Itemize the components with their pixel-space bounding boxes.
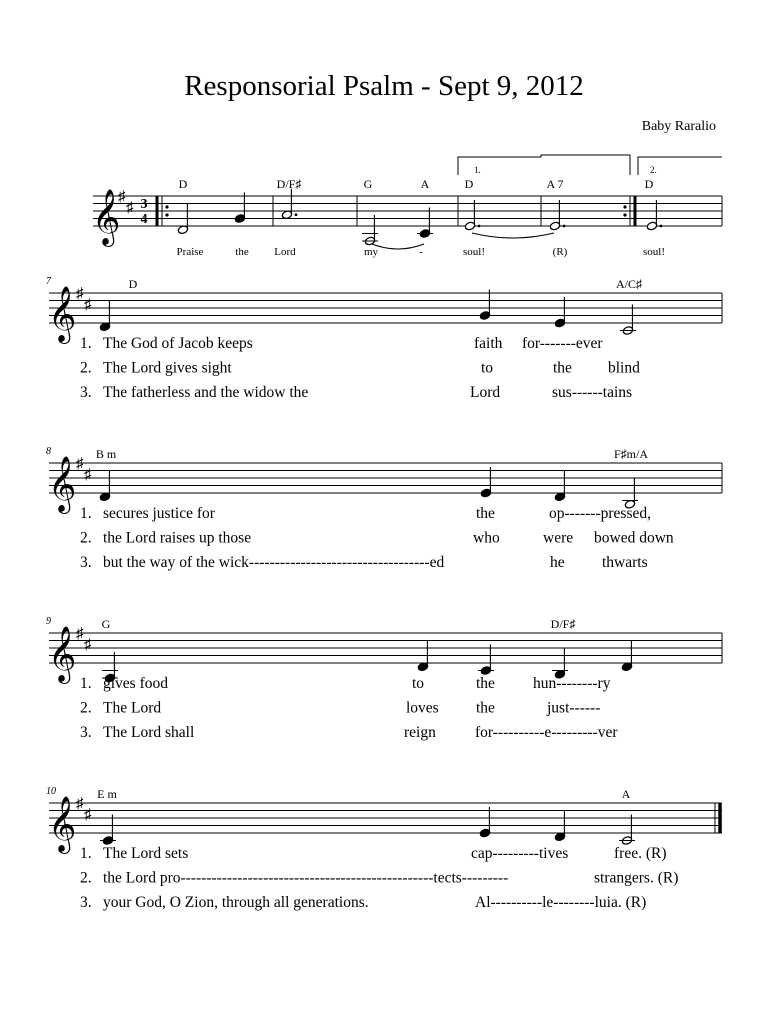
sharp-icon: ♯ xyxy=(84,637,92,653)
verse-lyric: the Lord raises up those xyxy=(103,529,252,547)
dot xyxy=(295,213,298,216)
sharp-icon: ♯ xyxy=(126,200,134,216)
chord-symbol: G xyxy=(101,617,111,631)
note xyxy=(177,204,188,235)
note xyxy=(100,815,116,846)
verse-lyric: cap---------tives xyxy=(471,845,569,862)
tie-slur xyxy=(372,244,424,249)
verse-number: 3. xyxy=(80,554,92,571)
verse-lyric: free. (R) xyxy=(614,845,667,862)
chord-symbol: D xyxy=(178,177,188,191)
repeat-dot xyxy=(165,205,168,208)
verse-lyric: the xyxy=(476,699,495,717)
verse-lyric: bowed down xyxy=(594,529,674,547)
sharp-icon: ♯ xyxy=(76,456,84,472)
note xyxy=(646,200,662,231)
verse-number: 1. xyxy=(80,335,92,352)
chord-symbol: A xyxy=(621,787,631,801)
note xyxy=(234,193,245,224)
sharp-icon: ♯ xyxy=(76,626,84,642)
treble-clef-icon: 𝄞 xyxy=(48,458,77,511)
verse-lyric: The God of Jacob keeps xyxy=(103,335,253,352)
sharp-icon: ♯ xyxy=(84,807,92,823)
sharp-icon: ♯ xyxy=(84,297,92,313)
verse-lyric: blind xyxy=(608,359,640,377)
chord-symbol: D xyxy=(128,277,138,291)
lyric-syllable: soul! xyxy=(643,246,665,258)
verse-number: 2. xyxy=(80,359,92,377)
measure-number: 7 xyxy=(46,276,51,287)
chord-symbol: E m xyxy=(97,787,117,801)
repeat-dot xyxy=(165,213,168,216)
verse-number: 1. xyxy=(80,505,92,522)
staff-lines xyxy=(49,633,722,663)
note xyxy=(480,467,491,498)
verse-number: 1. xyxy=(80,675,92,692)
note xyxy=(99,301,110,332)
chord-symbol: A/C♯ xyxy=(615,277,643,291)
verse-lyric: who xyxy=(473,529,500,547)
verse-lyric: hun--------ry xyxy=(533,675,611,692)
verse-lyric: The Lord sets xyxy=(103,845,189,862)
repeat-dot xyxy=(623,213,626,216)
treble-clef-icon: 𝄞 xyxy=(92,191,121,244)
chord-symbol: A 7 xyxy=(546,177,564,191)
note xyxy=(417,641,428,672)
dot xyxy=(563,225,566,228)
verse-lyric: were xyxy=(543,529,574,547)
verse-lyric: faith xyxy=(474,335,503,352)
verse-lyric: reign xyxy=(404,724,436,741)
lyric-syllable: the xyxy=(235,246,249,258)
tie-slur xyxy=(472,233,554,238)
note xyxy=(620,305,636,336)
staff-lines xyxy=(49,293,722,323)
composer-credit: Baby Raralio xyxy=(641,119,716,134)
chord-symbol: D xyxy=(464,177,474,191)
lyric-syllable: soul! xyxy=(463,246,485,258)
verse-lyric: the xyxy=(476,505,495,522)
verse-lyric: gives food xyxy=(103,675,169,692)
time-signature-top: 3 xyxy=(140,197,148,212)
note xyxy=(479,807,490,838)
volta-label-1: 1. xyxy=(474,165,481,175)
measure-number: 9 xyxy=(46,616,51,627)
verse-lyric: The Lord xyxy=(103,699,162,717)
verse-number: 2. xyxy=(80,869,92,887)
verse-lyric: the xyxy=(553,359,572,377)
note xyxy=(619,815,635,846)
treble-clef-icon: 𝄞 xyxy=(48,288,77,341)
note xyxy=(554,297,565,328)
lyric-syllable: Lord xyxy=(274,246,296,258)
note xyxy=(99,471,110,502)
note xyxy=(621,641,632,672)
chord-symbol: A xyxy=(420,177,430,191)
note xyxy=(554,471,565,502)
treble-clef-icon: 𝄞 xyxy=(48,628,77,681)
measure-number: 10 xyxy=(46,786,56,797)
volta-bracket-1 xyxy=(458,155,630,175)
verse-number: 3. xyxy=(80,384,92,401)
repeat-dot xyxy=(623,205,626,208)
sharp-icon: ♯ xyxy=(76,796,84,812)
verse-lyric: strangers. (R) xyxy=(594,869,679,887)
verse-number: 1. xyxy=(80,845,92,862)
verse-lyric: The Lord shall xyxy=(103,724,195,741)
dot xyxy=(478,225,481,228)
staff-lines xyxy=(49,463,722,493)
verse-number: 3. xyxy=(80,724,92,741)
note xyxy=(554,811,565,842)
verse-lyric: The Lord gives sight xyxy=(103,359,232,377)
sharp-icon: ♯ xyxy=(84,467,92,483)
note xyxy=(478,645,494,676)
note xyxy=(464,200,480,231)
verse-lyric: Al----------le--------luia. (R) xyxy=(475,894,647,911)
chord-symbol: D xyxy=(644,177,654,191)
verse-lyric: but the way of the wick-----------------------------------ed xyxy=(103,554,445,571)
time-signature-bottom: 4 xyxy=(140,212,148,227)
verse-lyric: just------ xyxy=(547,699,601,717)
dot xyxy=(660,225,663,228)
note xyxy=(417,208,433,239)
verse-lyric: the xyxy=(476,675,495,692)
note xyxy=(479,290,490,321)
verse-lyric: he xyxy=(550,554,565,571)
verse-lyric: loves xyxy=(406,699,439,717)
verse-lyric: sus------tains xyxy=(552,384,633,401)
verse-number: 3. xyxy=(80,894,92,911)
verse-lyric: for-------ever xyxy=(522,335,603,352)
staff-lines xyxy=(49,803,722,833)
lyric-syllable: (R) xyxy=(552,246,568,258)
chord-symbol: F♯m/A xyxy=(613,447,649,461)
verse-lyric: thwarts xyxy=(602,554,648,571)
chord-symbol: B m xyxy=(95,447,117,461)
measure-number: 8 xyxy=(46,446,51,457)
verse-lyric: the Lord pro-------------------------------------------------tects--------- xyxy=(103,869,509,887)
sharp-icon: ♯ xyxy=(118,189,126,205)
verse-lyric: to xyxy=(412,675,425,692)
verse-lyric: secures justice for xyxy=(103,505,215,522)
verse-lyric: for----------e---------ver xyxy=(475,724,618,741)
verse-lyric: to xyxy=(481,359,494,377)
verse-number: 2. xyxy=(80,699,92,717)
chord-symbol: G xyxy=(363,177,373,191)
chord-symbol: D/F♯ xyxy=(276,177,302,191)
verse-lyric: The fatherless and the widow the xyxy=(103,384,309,401)
sharp-icon: ♯ xyxy=(76,286,84,302)
verse-lyric: your God, O Zion, through all generations. xyxy=(103,894,369,911)
verse-lyric: Lord xyxy=(470,384,501,401)
lyric-syllable: my xyxy=(363,246,379,258)
lyric-syllable: - xyxy=(419,246,423,258)
lyric-syllable: Praise xyxy=(176,246,204,258)
note xyxy=(549,200,565,231)
note xyxy=(281,189,297,220)
note xyxy=(362,215,378,246)
treble-clef-icon: 𝄞 xyxy=(48,798,77,851)
page-title: Responsorial Psalm - Sept 9, 2012 xyxy=(184,70,584,102)
verse-number: 2. xyxy=(80,529,92,547)
verse-lyric: op-------pressed, xyxy=(549,505,651,522)
chord-symbol: D/F♯ xyxy=(550,617,576,631)
volta-label-2: 2. xyxy=(650,165,657,175)
